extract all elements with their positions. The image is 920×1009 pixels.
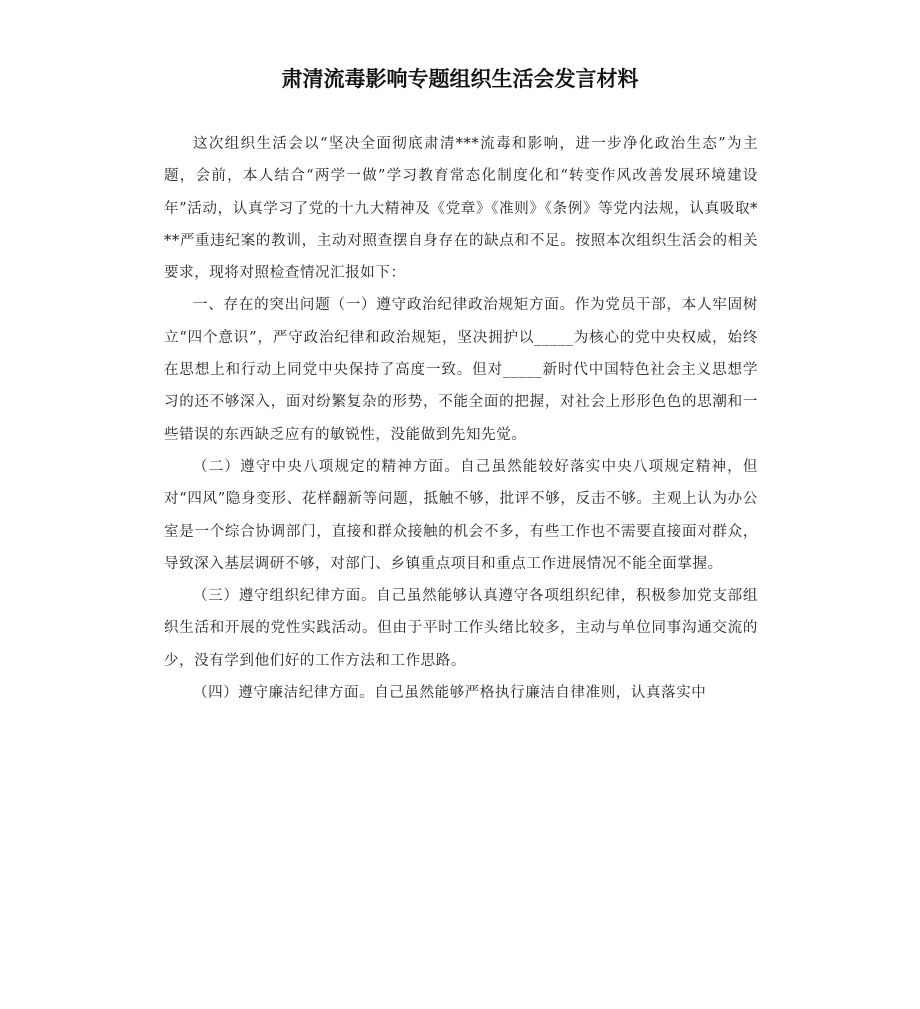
paragraph-section-4: （四）遵守廉洁纪律方面。自己虽然能够严格执行廉洁自律准则，认真落实中: [193, 685, 707, 702]
paragraph-section-3: （三）遵守组织纪律方面。自己虽然能够认真遵守各项组织纪律，积极参加党支部组织生活和开展的党性实践活动。但由于平时工作头绪比较多，主动与单位同事沟通交流的少，没有学到他们好的工作方法和工作思路。: [164, 588, 758, 669]
paragraph-section-1: 一、存在的突出问题（一）遵守政治纪律政治规矩方面。作为党员干部，本人牢固树立“四个意识”，严守政治纪律和政治规矩，坚决拥护以_____为核心的党中央权威，始终在思想上和行动上同党中央保持了高度一致。但对_____新时代中国特色社会主义思想学习的还不够深入，面对纷繁复杂的形势，不能全面的把握，对社会上形形色色的思潮和一些错误的东西缺乏应有的敏锐性，没能做到先知先觉。: [164, 297, 758, 443]
paragraph-intro: 这次组织生活会以“坚决全面彻底肃清***流毒和影响，进一步净化政治生态”为主题，会前，本人结合“两学一做”学习教育常态化制度化和“转变作风改善发展环境建设年”活动，认真学习了党的十九大精神及《党章》《准则》《条例》等党内法规，认真吸取***严重违纪案的教训，主动对照查摆自身存在的缺点和不足。按照本次组织生活会的相关要求，现将对照检查情况汇报如下：: [164, 136, 758, 282]
document-body: [164, 128, 758, 709]
paragraph-section-2: （二）遵守中央八项规定的精神方面。自己虽然能较好落实中央八项规定精神，但对“四风”隐身变形、花样翻新等问题，抵触不够，批评不够，反击不够。主观上认为办公室是一个综合协调部门，直接和群众接触的机会不多，有些工作也不需要直接面对群众，导致深入基层调研不够，对部门、乡镇重点项目和重点工作进展情况不能全面掌握。: [164, 458, 758, 572]
document-title: 肃清流毒影响专题组织生活会发言材料: [281, 67, 639, 91]
